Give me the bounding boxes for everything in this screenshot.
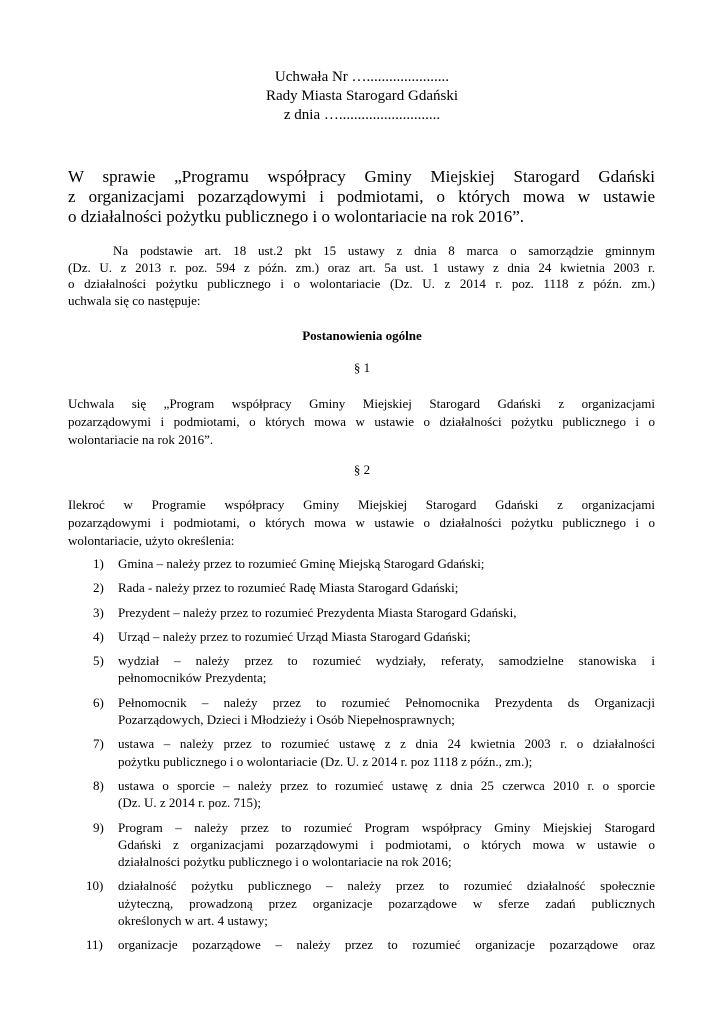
item-number: 10) xyxy=(86,878,104,894)
item-text: działalności pożytku publicznego i o wolontariacie na rok 2016; xyxy=(118,854,452,870)
item-text: pełnomocników Prezydenta; xyxy=(118,670,267,686)
paragraph-1 xyxy=(68,395,655,449)
resolution-subject xyxy=(68,167,655,227)
paragraph-2 xyxy=(68,496,655,550)
subject-line: o działalności pożytku publicznego i o wolontariacie na rok 2016”. xyxy=(68,207,525,226)
item-number: 3) xyxy=(93,604,104,620)
item-text: organizacje pozarządowe – należy przez to rozumieć organizacje pozarządowe oraz xyxy=(118,937,655,953)
list-item xyxy=(68,555,655,572)
item-text: Urząd – należy przez to rozumieć Urząd Miasta Starogard Gdański; xyxy=(118,628,471,644)
list-item xyxy=(68,877,655,929)
section-heading: Postanowienia ogólne xyxy=(302,328,422,343)
paragraph-line: pozarządowymi i podmiotami, o których mowa w ustawie o działalności pożytku publicznego i o xyxy=(68,414,655,429)
list-item xyxy=(68,652,655,687)
item-text: Gdański z organizacjami pozarządowymi i podmiotami, o których mowa w ustawie o xyxy=(118,836,655,852)
resolution-date: z dnia …........................... xyxy=(283,107,441,123)
definitions-list xyxy=(68,555,655,961)
item-text: Pozarządowych, Dzieci i Młodzieży i Osób Niepełnosprawnych; xyxy=(118,712,455,728)
item-text: pożytku publicznego i o wolontariacie (Dz. U. z 2014 r. poz 1118 z późn., zm.); xyxy=(118,753,533,769)
item-number: 5) xyxy=(93,653,104,669)
item-number: 7) xyxy=(93,736,104,752)
item-number: 11) xyxy=(86,937,103,953)
list-item xyxy=(68,936,655,953)
resolution-number: Uchwała Nr …...................... xyxy=(274,69,450,85)
item-text: ustawa o sporcie – należy przez to rozumieć ustawę z dnia 25 czerwca 2010 r. o sporcie xyxy=(118,777,655,793)
paragraph-line: Uchwala się „Program współpracy Gminy Miejskiej Starogard Gdański z organizacjami xyxy=(68,396,655,411)
list-item xyxy=(68,604,655,621)
item-number: 2) xyxy=(93,580,104,596)
basis-line: Na podstawie art. 18 ust.2 pkt 15 ustawy z dnia 8 marca o samorządzie gminnym xyxy=(113,243,655,258)
list-item xyxy=(68,579,655,596)
list-item xyxy=(68,777,655,812)
basis-line: (Dz. U. z 2013 r. poz. 594 z późn. zm.) oraz art. 5a ust. 1 ustawy z dnia 24 kwietnia 2003 r. xyxy=(68,259,655,275)
item-text: działalność pożytku publicznego – należy przez to rozumieć działalność społecznie xyxy=(118,878,655,894)
subject-line: z organizacjami pozarządowymi i podmiotami, o których mowa w ustawie xyxy=(68,187,655,206)
item-text: ustawa – należy przez to rozumieć ustawę z z dnia 24 kwietnia 2003 r. o działalności xyxy=(118,736,655,752)
item-text: Program – należy przez to rozumieć Program współpracy Gminy Miejskiej Starogard xyxy=(118,819,655,835)
item-number: 1) xyxy=(93,556,104,571)
paragraph-mark-1: § 1 xyxy=(353,360,371,375)
paragraph-line: pozarządowymi i podmiotami, o których mowa w ustawie o działalności pożytku publicznego i o xyxy=(68,515,655,530)
item-number: 9) xyxy=(93,819,104,835)
item-text: Pełnomocnik – należy przez to rozumieć Pełnomocnika Prezydenta ds Organizacji xyxy=(118,694,655,710)
list-item xyxy=(68,628,655,645)
list-item xyxy=(68,819,655,871)
item-text: użyteczną, prowadzoną przez organizacje pozarządowe w sferze zadań publicznych xyxy=(118,895,655,911)
item-number: 6) xyxy=(93,694,104,710)
paragraph-line: wolontariacie na rok 2016”. xyxy=(68,432,214,447)
item-text: Rada - należy przez to rozumieć Radę Miasta Starogard Gdański; xyxy=(118,580,459,596)
list-item xyxy=(68,694,655,729)
item-number: 8) xyxy=(93,777,104,793)
subject-line: W sprawie „Programu współpracy Gminy Miejskiej Starogard Gdański xyxy=(68,167,655,186)
item-text: Gmina – należy przez to rozumieć Gminę Miejską Starogard Gdański; xyxy=(118,556,485,571)
issuing-body: Rady Miasta Starogard Gdański xyxy=(265,88,459,104)
basis-line: uchwala się co następuje: xyxy=(68,293,201,309)
item-text: wydział – należy przez to rozumieć wydziały, referaty, samodzielne stanowiska i xyxy=(118,653,655,669)
paragraph-mark-2: § 2 xyxy=(353,462,371,477)
resolution-header xyxy=(0,68,724,125)
item-text: określonych w art. 4 ustawy; xyxy=(118,913,268,929)
paragraph-line: Ilekroć w Programie współpracy Gminy Miejskiej Starogard Gdański z organizacjami xyxy=(68,497,655,512)
paragraph-line: wolontariacie, użyto określenia: xyxy=(68,533,235,548)
basis-line: o działalności pożytku publicznego i o wolontariacie (Dz. U. z 2014 r. poz. 1118 z późn. zm.) xyxy=(68,276,655,292)
legal-basis xyxy=(68,243,655,310)
list-item xyxy=(68,735,655,770)
item-text: Prezydent – należy przez to rozumieć Prezydenta Miasta Starogard Gdański, xyxy=(118,604,517,620)
item-text: (Dz. U. z 2014 r. poz. 715); xyxy=(118,795,261,811)
item-number: 4) xyxy=(93,628,104,644)
